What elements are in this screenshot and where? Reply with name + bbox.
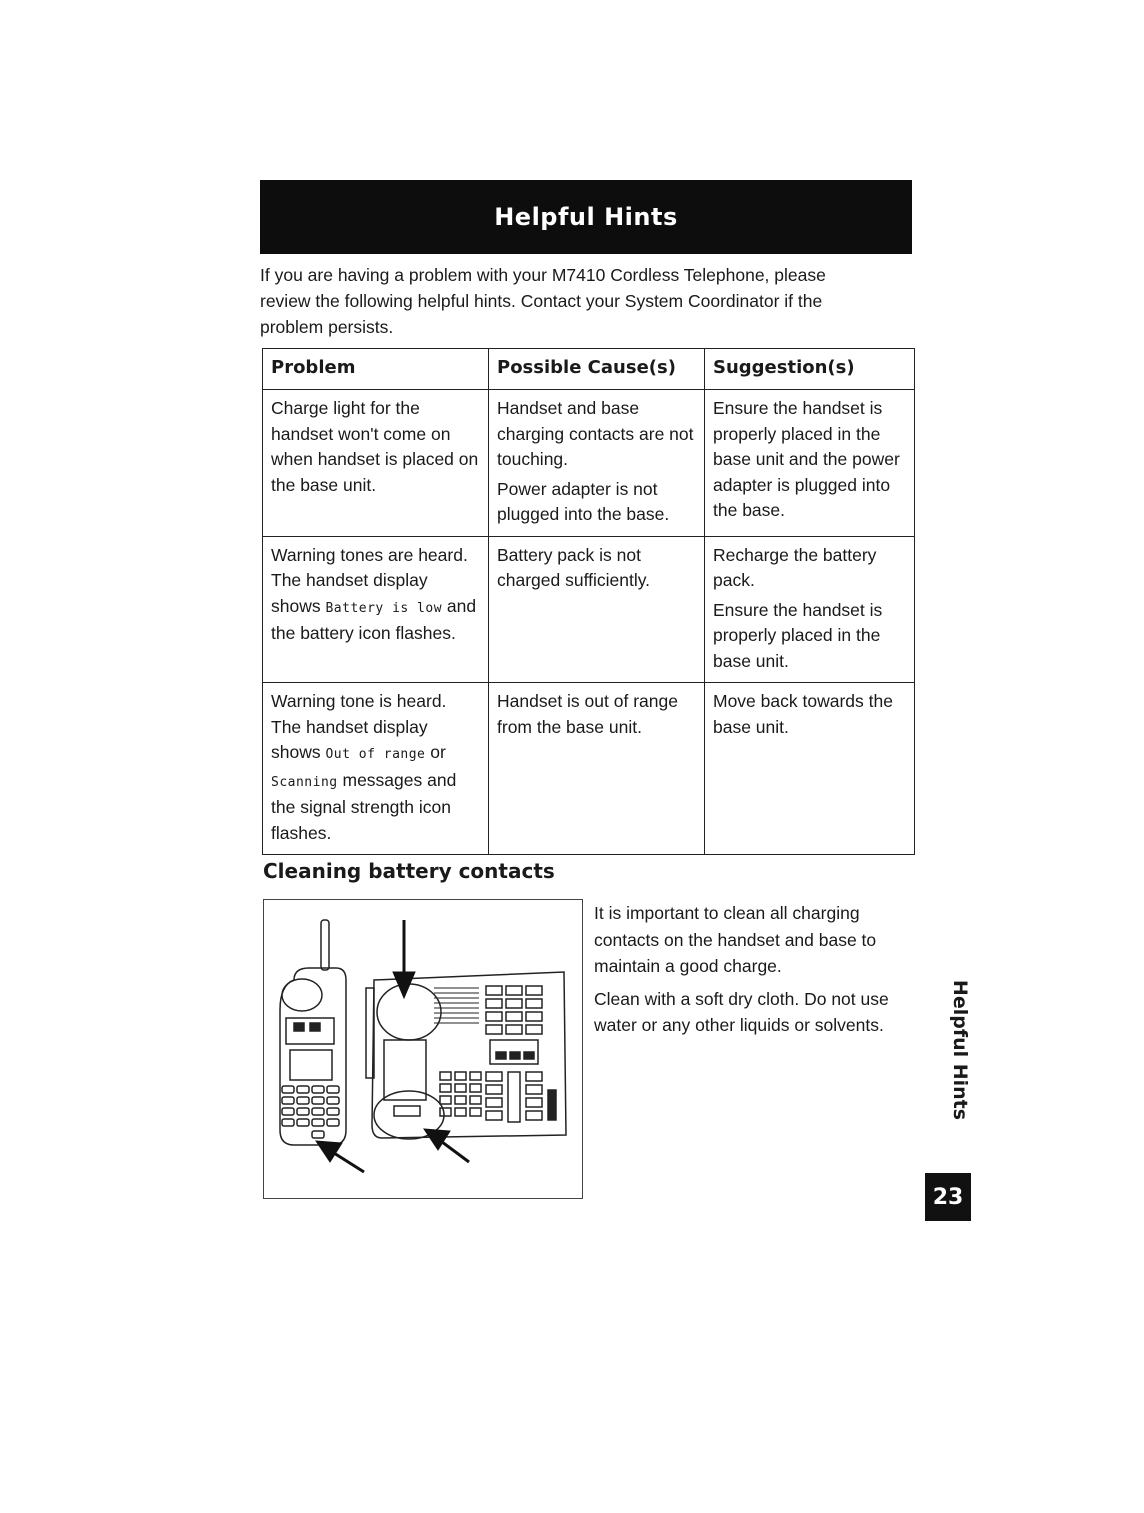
cause-text: Power adapter is not plugged into the base. [497,478,670,524]
side-tab-label: Helpful Hints [949,979,971,1121]
intro-line: If you are having a problem with your M7410 Cordless Telephone, please [260,265,826,285]
earpiece [282,979,322,1011]
suggestion-text: Recharge the battery pack. [713,544,877,590]
cause-text: Handset is out of range from the base unit. [497,691,678,737]
base-unit [372,972,566,1138]
suggestion-text: Ensure the handset is properly placed in the base unit. [713,599,883,671]
arrow-icon [316,1141,364,1172]
problem-cell [263,683,489,855]
page-title: Helpful Hints [494,203,678,231]
problem-text-part: Warning tones are heard. The handset display shows [271,544,468,616]
cause-text: Handset and base charging contacts are not touching. [497,398,694,469]
suggestion-cell [705,683,915,855]
arrow-icon [424,1129,469,1162]
base-cradle [377,984,441,1040]
page-number: 23 [925,1173,971,1221]
cause-cell [489,536,705,683]
problem-text-part: Warning tone is heard. The handset display shows [271,691,447,762]
intro-line: review the following helpful hints. Contact your System Coordinator if the [260,291,823,311]
problem-cell [263,536,489,683]
problem-text [271,543,480,647]
handset-screen [290,1050,332,1080]
column-header-causes: Possible Cause(s) [489,349,705,390]
cleaning-paragraph: It is important to clean all charging contacts on the handset and base to maintain a good charge. [594,903,877,976]
handset-antenna [321,920,329,970]
problem-text-part: or [425,742,446,762]
problem-text [271,689,480,846]
intro-line: problem persists. [260,317,394,337]
table-header-row [263,349,915,390]
cause-cell [489,390,705,537]
troubleshooting-table [262,348,915,855]
suggestion-text: Ensure the handset is properly placed in the base unit and the power adapter is plugged into the base. [713,398,900,520]
cleaning-instructions [594,900,914,1045]
display-message-text: Scanning [271,774,338,790]
column-header-suggestions: Suggestion(s) [705,349,915,390]
display-message-text: Out of range [325,747,426,762]
table-row [263,536,915,683]
table-row [263,390,915,537]
cause-cell [489,683,705,855]
base-keys [440,986,556,1122]
problem-text: Charge light for the handset won't come on when handset is placed on the base unit. [271,398,479,495]
battery-contacts-illustration [263,899,583,1199]
suggestion-cell [705,536,915,683]
page-header-banner [260,180,912,254]
suggestion-cell [705,390,915,537]
cleaning-paragraph: Clean with a soft dry cloth. Do not use water or any other liquids or solvents. [594,988,889,1035]
suggestion-text: Move back towards the base unit. [713,691,893,737]
display-message-text: Battery is low [325,600,443,616]
problem-cell [263,390,489,537]
cause-text: Battery pack is not charged sufficiently. [497,544,651,590]
section-heading: Cleaning battery contacts [263,859,555,883]
table-row [263,683,915,855]
side-tab [918,975,1002,1125]
problem-text-part: messages and the signal strength icon flashes. [271,769,457,843]
phone-and-handset-illustration [264,900,582,1198]
intro-paragraph [260,262,910,340]
handset-keypad [282,1086,339,1138]
column-header-problem: Problem [263,349,489,390]
problem-text-part: and the battery icon flashes. [271,595,477,643]
